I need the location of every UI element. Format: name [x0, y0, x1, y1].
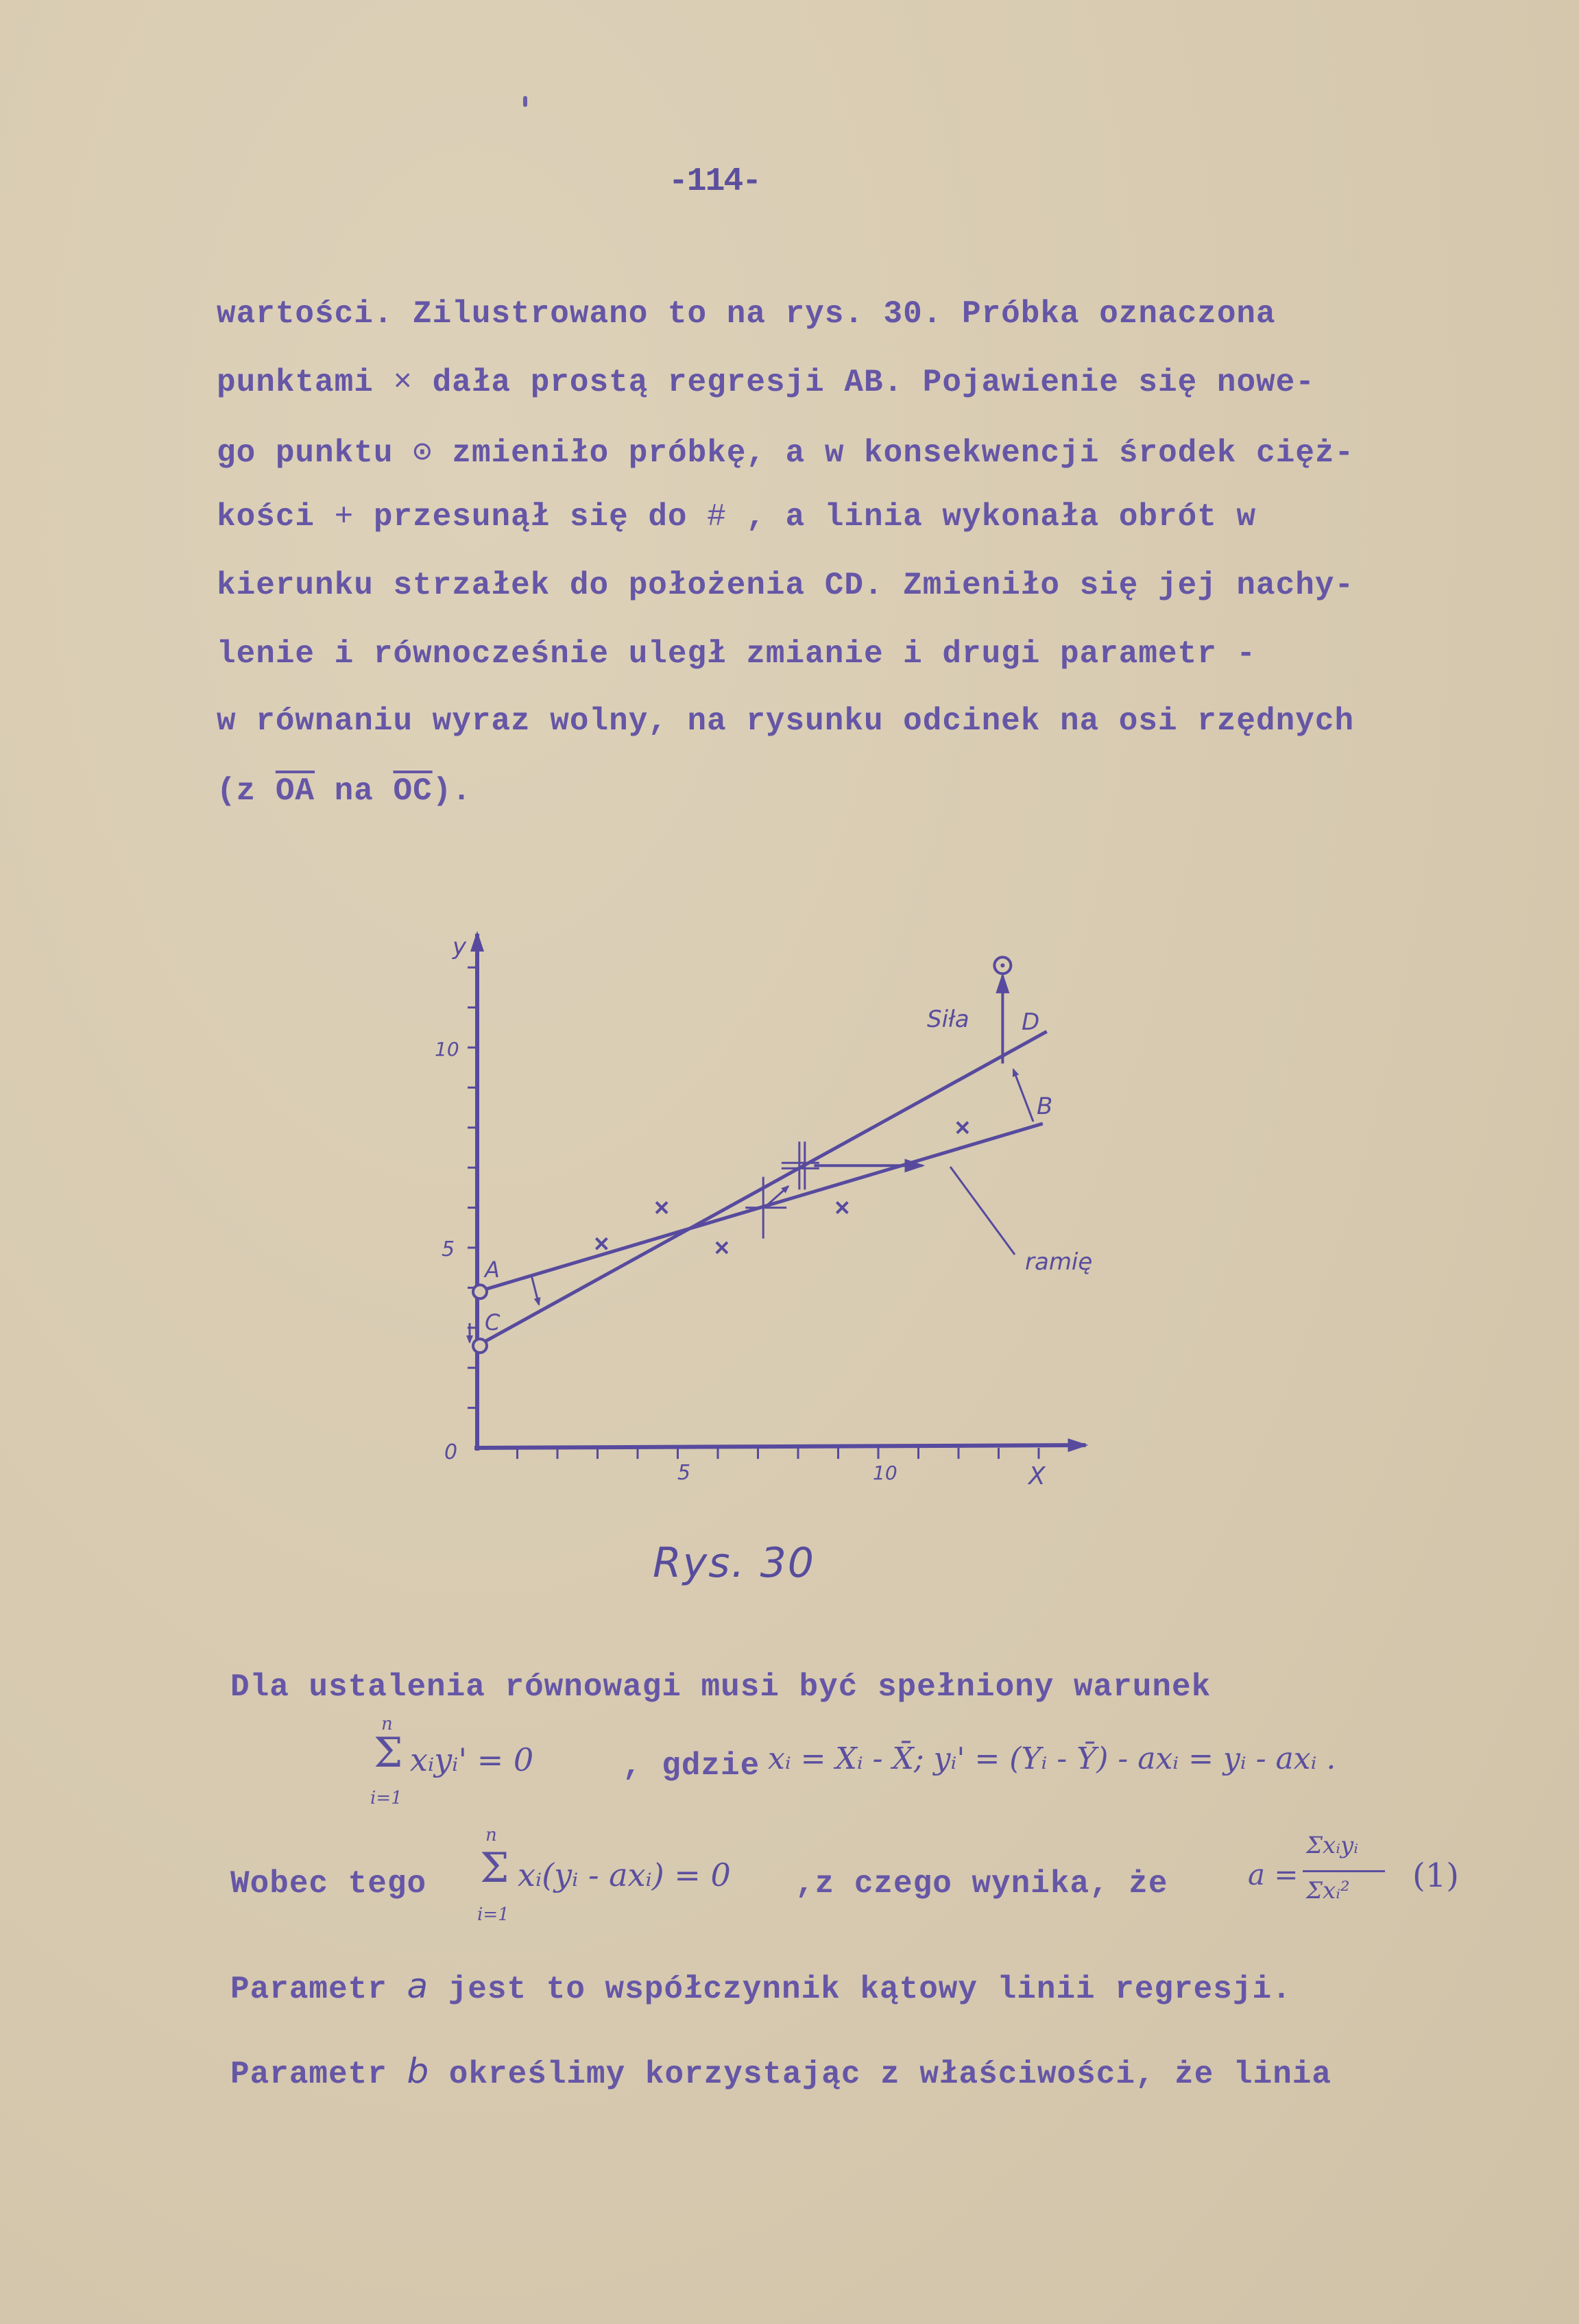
text-segment: Parametr [230, 1972, 407, 2007]
text-segment: (z [217, 773, 276, 809]
fraction-denominator: Σxᵢ² [1306, 1877, 1350, 1904]
sample-point-x [656, 1202, 667, 1213]
x-marker-symbol: × [393, 365, 413, 400]
intercept-point-a [473, 1285, 487, 1298]
ink-speck [523, 96, 527, 107]
sample-point-x [716, 1242, 727, 1253]
equilibrium-intro: Dla ustalenia równowagi musi być spełniony warunek [230, 1669, 1212, 1705]
fraction-bar [1303, 1870, 1385, 1872]
y-tick-label-0: 0 [444, 1440, 458, 1464]
segment-oa: $\overline{OA}$ [275, 773, 315, 809]
text-segment: ). [432, 773, 472, 809]
param-a-line [230, 1966, 1292, 2007]
segment-oc: $\overline{OC}$ [393, 773, 433, 809]
text-segment: przesunął się do [354, 499, 708, 535]
label-d: D [1022, 1008, 1040, 1036]
text-segment: punktami [217, 365, 394, 400]
text-segment: zmieniło próbkę, a w konsekwencji środek cięż- [432, 435, 1355, 471]
text-line-3 [217, 432, 1354, 471]
regression-figure [0, 912, 1579, 1597]
figure-caption: Rys. 30 [653, 1539, 815, 1587]
hash-centroid-symbol: # [707, 499, 727, 535]
label-arm: ramię [1025, 1248, 1093, 1276]
equation-number: (1) [1412, 1856, 1459, 1895]
text-segment: jest to współczynnik kątowy linii regresji. [429, 1972, 1292, 2007]
where-text: , gdzie [623, 1748, 760, 1784]
param-a-symbol: a [407, 1966, 429, 2006]
equilibrium-condition: xᵢyᵢ' = 0 [410, 1741, 534, 1778]
text-segment: na [315, 773, 394, 809]
text-segment: Parametr [230, 2057, 407, 2092]
text-line-4 [217, 499, 1256, 535]
text-line-8 [217, 773, 472, 809]
sum-top: n [381, 1714, 393, 1734]
param-b-symbol: b [407, 2051, 430, 2091]
label-b: B [1037, 1093, 1053, 1120]
plus-centroid-symbol: + [334, 499, 354, 535]
text-line-5: kierunku strzałek do położenia CD. Zmieniło się jej nachy- [217, 568, 1355, 603]
sum-top: n [485, 1825, 497, 1845]
text-line-7: w równaniu wyraz wolny, na rysunku odcinek na osi rzędnych [217, 703, 1355, 739]
x-tick-label-5: 5 [677, 1461, 691, 1485]
rotation-arrow-left [531, 1275, 539, 1305]
x-axis-label: X [1028, 1462, 1046, 1490]
derivation-lead: Wobec tego [230, 1866, 427, 1902]
page-number: -114- [668, 163, 761, 200]
sample-point-x [596, 1238, 607, 1249]
text-segment: go punktu [217, 435, 413, 471]
sum-symbol: Σ [374, 1729, 403, 1777]
a-equals: a = [1248, 1858, 1299, 1891]
sample-point-x [836, 1202, 847, 1213]
x-axis [474, 1445, 1086, 1448]
text-segment: kości [217, 499, 335, 535]
rotation-arrow-right [1013, 1069, 1033, 1122]
sum-bottom: i=1 [477, 1904, 509, 1925]
sample-point-x [957, 1122, 968, 1133]
label-a: A [485, 1257, 500, 1283]
new-point-dot [1000, 963, 1004, 967]
circle-dot-symbol: ⊙ [413, 435, 433, 471]
text-line-1: wartości. Zilustrowano to na rys. 30. Próbka oznaczona [217, 296, 1276, 332]
text-segment: dała prostą regresji AB. Pojawienie się nowe- [413, 365, 1315, 400]
y-tick-label-5: 5 [442, 1237, 455, 1261]
x-tick-label-10: 10 [873, 1462, 897, 1484]
text-segment: określimy korzystając z właściwości, że linia [429, 2057, 1332, 2092]
derivation-expr: xᵢ(yᵢ - axᵢ) = 0 [518, 1856, 731, 1893]
text-line-6: lenie i równocześnie uległ zmianie i drugi parametr - [217, 636, 1257, 672]
text-line-2 [217, 365, 1315, 400]
label-c: C [485, 1309, 501, 1335]
y-tick-label-10: 10 [435, 1038, 459, 1061]
sum-bottom: i=1 [370, 1788, 402, 1808]
derivation-conclusion: ,z czego wynika, że [795, 1866, 1168, 1902]
y-axis-label: y [453, 933, 467, 960]
label-force: Siła [927, 1006, 969, 1033]
text-segment: , a linia wykonała obrót w [726, 499, 1257, 535]
definitions: xᵢ = Xᵢ - X̄; yᵢ' = (Yᵢ - Ȳ) - axᵢ = yᵢ - axᵢ . [768, 1741, 1336, 1776]
param-b-line [230, 2051, 1331, 2092]
sum-symbol: Σ [480, 1844, 509, 1892]
fraction-numerator: Σxᵢyᵢ [1306, 1832, 1359, 1859]
regression-line-cd [477, 1032, 1047, 1346]
intercept-point-c [473, 1339, 487, 1353]
arm-leader-line [950, 1167, 1015, 1255]
